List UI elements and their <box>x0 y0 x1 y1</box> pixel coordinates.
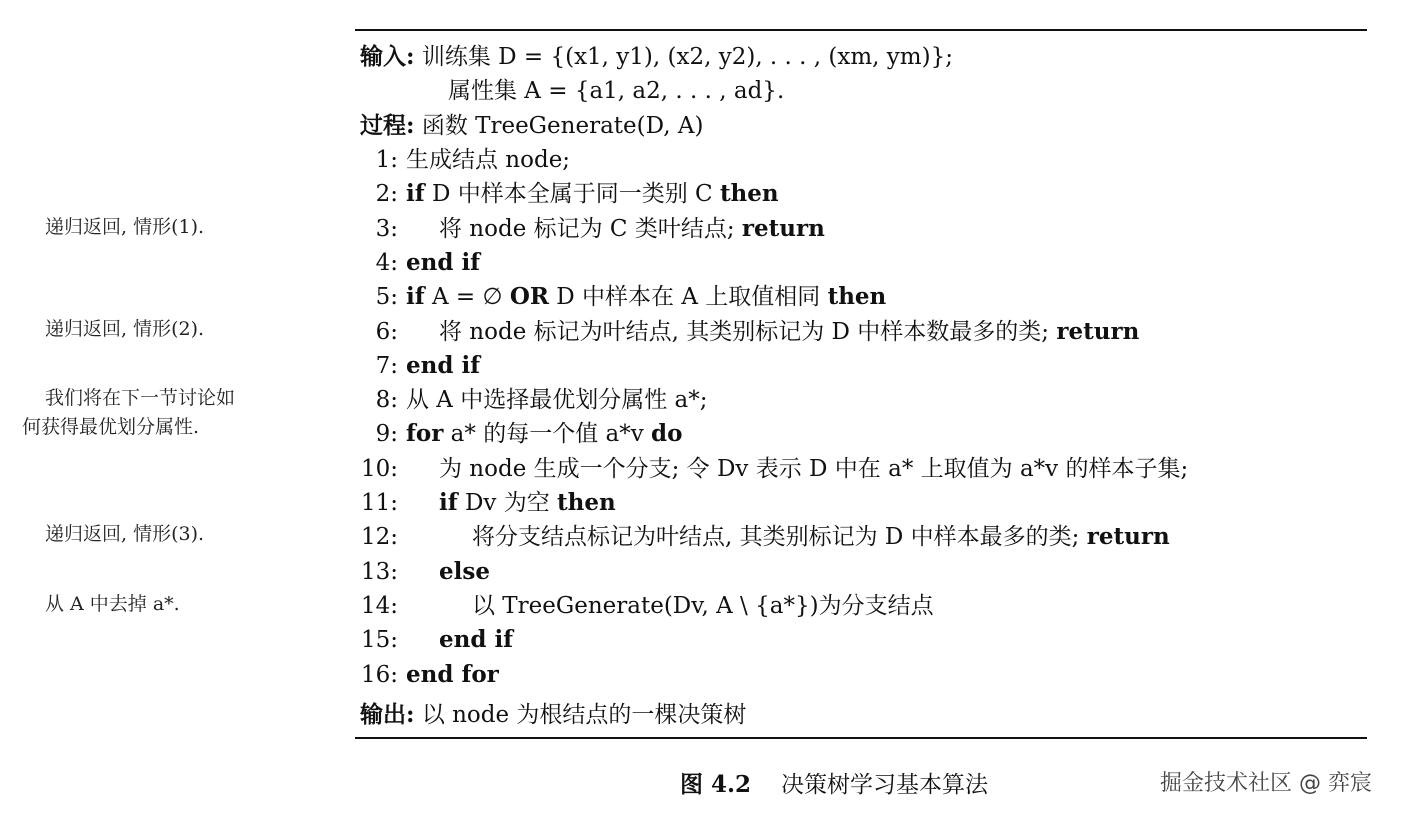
step-text: 将分支结点标记为叶结点, 其类别标记为 D 中样本最多的类; <box>472 524 1080 551</box>
step-text: D 中样本在 A 上取值相同 <box>556 284 821 311</box>
step-number: 10: <box>360 455 398 482</box>
step-number: 13: <box>360 558 398 585</box>
step-number: 9: <box>375 421 398 448</box>
step-number: 14: <box>360 592 398 619</box>
side-note-case-1: 递归返回, 情形(1). <box>45 216 205 238</box>
algorithm-step <box>360 557 490 587</box>
step-text: 从 A 中选择最优划分属性 a*; <box>406 387 708 414</box>
step-body <box>406 387 708 413</box>
step-number: 1: <box>375 147 398 173</box>
step-keyword: OR <box>509 283 549 311</box>
algorithm-step <box>360 660 499 690</box>
step-number: 15: <box>360 627 398 654</box>
side-note-next-section: 我们将在下一节讨论如 <box>45 387 236 409</box>
step-text: 生成结点 node; <box>406 147 571 173</box>
input-line-1 <box>360 42 953 72</box>
step-body <box>406 250 480 276</box>
side-note-case-3: 递归返回, 情形(3). <box>45 523 205 545</box>
step-body <box>406 216 825 242</box>
step-keyword: end for <box>406 660 499 688</box>
step-keyword: for <box>406 420 444 448</box>
step-keyword: if <box>406 283 425 311</box>
algorithm-step <box>360 214 825 244</box>
caption-title: 决策树学习基本算法 <box>781 772 989 798</box>
side-note-remove-attr: 从 A 中去掉 a*. <box>45 593 180 615</box>
step-keyword: do <box>651 420 683 448</box>
output-label: 输出: <box>360 701 415 728</box>
step-text: 以 TreeGenerate(Dv, A \ {a*})为分支结点 <box>472 592 934 619</box>
step-keyword: else <box>439 557 490 585</box>
step-text: Dv 为空 <box>464 490 550 516</box>
algorithm-step <box>360 317 1139 347</box>
top-rule <box>355 29 1367 31</box>
output-text: 以 node 为根结点的一棵决策树 <box>421 702 747 728</box>
step-keyword: then <box>719 180 779 208</box>
algorithm-step <box>360 351 480 381</box>
step-text: 为 node 生成一个分支; 令 Dv 表示 D 中在 a* 上取值为 a*v 的样本子集; <box>439 455 1189 482</box>
algorithm-step <box>360 522 1170 552</box>
input-label: 输入: <box>360 43 415 70</box>
step-keyword: return <box>1086 523 1170 551</box>
step-body <box>406 490 616 516</box>
watermark: 掘金技术社区 @ 弈宸 <box>1160 771 1372 796</box>
step-keyword: then <box>557 489 616 516</box>
step-number: 7: <box>375 352 398 379</box>
algorithm-step <box>360 385 708 415</box>
step-keyword: if <box>406 180 425 208</box>
algorithm-step <box>360 625 513 655</box>
step-body <box>406 353 480 379</box>
step-number: 11: <box>360 490 398 516</box>
step-text: A = ∅ <box>431 284 503 311</box>
step-body <box>406 284 886 310</box>
input-line-2 <box>360 76 784 106</box>
step-number: 12: <box>360 524 398 551</box>
step-keyword: then <box>827 283 887 311</box>
bottom-rule <box>355 737 1367 739</box>
step-keyword: if <box>439 489 458 516</box>
step-number: 16: <box>360 661 398 688</box>
step-number: 3: <box>375 215 398 242</box>
process-text: 函数 TreeGenerate(D, A) <box>421 113 704 139</box>
step-body <box>406 456 1188 482</box>
step-number: 8: <box>375 387 398 414</box>
algorithm-step <box>360 282 886 312</box>
output-line <box>360 700 746 730</box>
step-number: 6: <box>375 318 398 345</box>
step-keyword: end if <box>439 626 514 654</box>
step-body <box>406 319 1139 345</box>
algorithm-step <box>360 145 570 175</box>
step-body <box>406 662 499 688</box>
step-text: 将 node 标记为 C 类叶结点; <box>439 215 735 242</box>
process-line <box>360 111 703 141</box>
process-label: 过程: <box>360 112 415 139</box>
step-text: 将 node 标记为叶结点, 其类别标记为 D 中样本数最多的类; <box>439 318 1050 345</box>
algorithm-step <box>360 454 1188 484</box>
step-body <box>406 559 490 585</box>
algorithm-step <box>360 248 480 278</box>
step-body <box>406 627 513 653</box>
input-attribute-set: 属性集 A = {a1, a2, . . . , ad}. <box>448 78 785 104</box>
step-body <box>406 181 779 207</box>
step-text: a* 的每一个值 a*v <box>450 421 644 448</box>
step-keyword: end if <box>406 248 481 276</box>
algorithm-step <box>360 488 616 518</box>
step-text: D 中样本全属于同一类别 C <box>431 181 713 208</box>
algorithm-step <box>360 179 779 209</box>
input-training-set: 训练集 D = {(x1, y1), (x2, y2), . . . , (xm, ym)}; <box>421 44 953 70</box>
step-body <box>406 593 934 619</box>
step-number: 2: <box>375 181 398 208</box>
step-body <box>406 147 570 173</box>
side-note-next-section-cont: 何获得最优划分属性. <box>22 416 200 438</box>
step-keyword: return <box>1056 317 1140 345</box>
figure-caption <box>680 766 988 799</box>
step-body <box>406 524 1170 550</box>
caption-label: 图 4.2 <box>680 771 752 798</box>
algorithm-step <box>360 419 682 449</box>
step-number: 4: <box>375 249 398 276</box>
algorithm-step <box>360 591 934 621</box>
side-note-case-2: 递归返回, 情形(2). <box>45 318 205 340</box>
step-keyword: return <box>741 214 825 242</box>
step-number: 5: <box>375 284 398 311</box>
step-body <box>406 421 682 447</box>
step-keyword: end if <box>406 351 481 379</box>
